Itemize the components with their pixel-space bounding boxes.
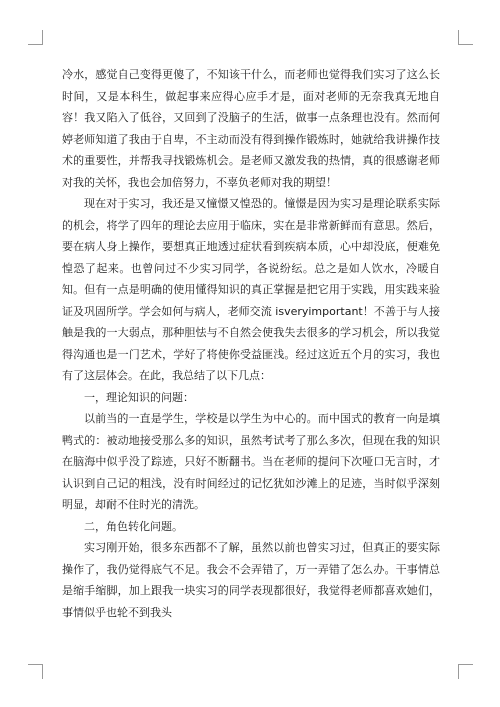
crop-mark-top-right: [458, 30, 473, 45]
document-body: [62, 64, 440, 623]
section-heading-theory: 一，理论知识的问题：: [84, 390, 194, 404]
paragraph-internship-feelings: 现在对于实习，我还是又憧憬又惶恐的。憧憬是因为实习是理论联系实际的机会，将学了四年的理论去应用于临床，实在是非常新鲜而有意思。然后，要在病人身上操作，要想真正地透过症状看到疾病本质，心中却没底，便难免惶恐了起来。也曾问过不少实习同学，各说纷纭。总之是如人饮水，冷暖自知。但有一点是明确的使用懂得知识的真正掌握是把它用于实践，用实践来验证及巩固所学。学会如何与病人，老师交流 isveryimportant！不善于与人接触是我的一大弱点，那种胆怯与不自然会使我失去很多的学习机会，所以我觉得沟通也是一门艺术，学好了将使你受益匪浅。经过这近五个月的实习，我也有了这层体会。在此，我总结了以下几点：: [62, 197, 440, 382]
crop-mark-top-left: [28, 30, 43, 45]
paragraph-continued: 冷水，感觉自己变得更傻了，不知该干什么，而老师也觉得我们实习了这么长时间，又是本科生，做起事来应得心应手才是，面对老师的无奈我真无地自容！我又陷入了低谷，又回到了没脑子的生活，做事一点条理也没有。然而何婷老师知道了我由于自卑，不主动而没有得到操作锻炼时，她就给我讲操作技术的重要性，并帮我寻找锻炼机会。是老师又激发我的热情，真的很感谢老师对我的关怀，我也会加倍努力，不辜负老师对我的期望！: [62, 68, 440, 189]
section-heading-role-change: 二，角色转化问题。: [84, 519, 183, 533]
crop-mark-bottom-right: [458, 664, 473, 679]
paragraph-theory-knowledge: 以前当的一直是学生，学校是以学生为中心的。而中国式的教育一向是填鸭式的：被动地接受那么多的知识，虽然考试考了那么多次，但现在我的知识在脑海中似乎没了踪迹，只好不断翻书。当在老师的提问下次哑口无言时，才认识到自己记的粗浅，没有时间经过的记忆犹如沙滩上的足迹，当时似乎深刻明显，却耐不住时光的清洗。: [62, 412, 440, 511]
crop-mark-bottom-left: [28, 664, 43, 679]
paragraph-role-change: 实习刚开始，很多东西都不了解，虽然以前也曾实习过，但真正的要实际操作了，我仍觉得底气不足。我会不会弄错了，万一弄错了怎么办。干事情总是缩手缩脚，加上跟我一块实习的同学表现都很好，我觉得老师都喜欢她们，事情似乎也轮不到我头: [62, 541, 440, 619]
